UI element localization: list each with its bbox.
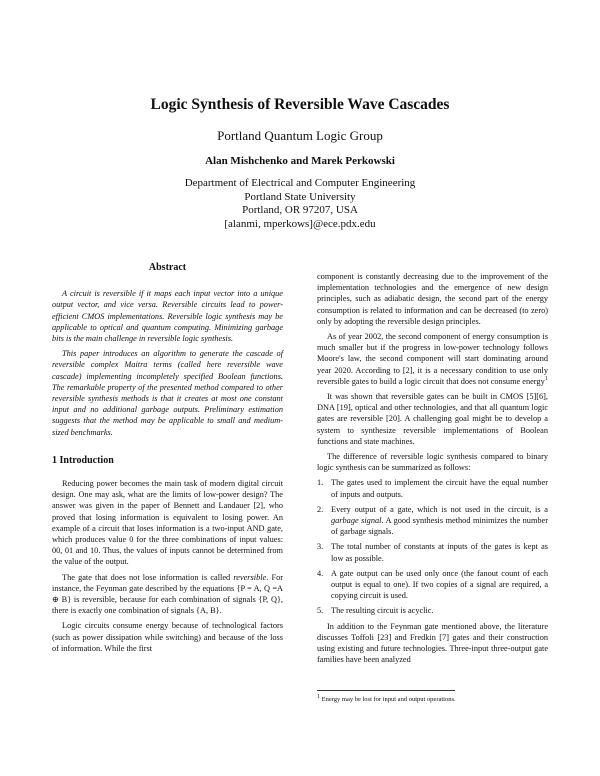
body-paragraph: The difference of reversible logic synthesis compared to binary logic synthesis can be summarized as follows:	[317, 452, 548, 473]
footnote	[317, 693, 456, 703]
abstract-paragraph: A circuit is reversible if it maps each input vector into a unique output vector, and vice versa. Reversible circuits lead to power-efficient CMOS implementations. Reversible logic synthesis may be applicable to optical and quantum computing. Minimizing garbage bits is the main challenge in reversible logic synthesis.	[52, 289, 283, 344]
list-number: 5.	[317, 606, 324, 616]
list-number: 1.	[317, 478, 324, 488]
text-run: . For instance, the Feynman gate described by the equations {P = A, Q =A ⊕ B} is reversible, because for each combination of signals {P, Q}, there is exactly one combination of signals {A, B}.	[52, 572, 283, 616]
list-text: The gates used to implement the circuit have the equal number of inputs and outputs.	[331, 478, 548, 499]
group-name: Portland Quantum Logic Group	[217, 128, 383, 143]
section-heading-introduction: 1 Introduction	[52, 454, 114, 466]
list-item	[317, 541, 548, 563]
paper-title: Logic Synthesis of Reversible Wave Cascades	[150, 96, 450, 113]
footnote-marker[interactable]: 1	[544, 376, 548, 383]
list-number: 4.	[317, 568, 324, 578]
body-paragraph: Logic circuits consume energy because of technological factors (such as power dissipation while switching) and because of the loss of information. While the first	[52, 621, 283, 653]
list-text: The resulting circuit is acyclic.	[331, 606, 434, 616]
left-column	[52, 262, 283, 658]
abstract-body	[52, 288, 283, 438]
footnote-mark: 1	[317, 693, 320, 700]
list-item	[317, 568, 548, 602]
abstract-paragraph: This paper introduces an algorithm to generate the cascade of reversible complex Maitra terms (called here reversible wave cascade) implementing incompletely specified Boolean functions. The remarkable property of the presented method compared to other reversible synthesis methods is that it creates at most one constant input and no additional garbage outputs. Preliminary estimation suggests that the method may be applicable to small and medium-sized benchmarks.	[52, 349, 283, 437]
footnote-rule	[317, 690, 455, 691]
affiliation-email: [alanmi, mperkows]@ece.pdx.edu	[224, 217, 376, 230]
body-paragraph	[317, 331, 548, 387]
body-paragraph: It was shown that reversible gates can be built in CMOS [5][6], DNA [19], optical and other technologies, and that all quantum logic gates are reversible [20]. A challenging goal might be to develop a system to synthesize reversible implementations of Boolean functions and state machines.	[317, 392, 548, 446]
list-text: A gate output can be used only once (the fanout count of each output is equal to one). If two copies of a signal are required, a copying circuit is used.	[331, 568, 548, 601]
body-paragraph	[52, 572, 283, 617]
text-run: Every output of a gate, which is not used in the circuit, is a	[331, 504, 548, 514]
differences-list	[317, 477, 548, 616]
body-paragraph: Reducing power becomes the main task of modern digital circuit design. One may ask, what are the limits of low-power design? The answer was given in the paper of Bennett and Landauer [2], who proved that losing information is equivalent to losing power. An example of a circuit that loses information is a two-input AND gate, which produces value 0 for the three combinations of input values: 00, 01 and 10. Thus, the values of inputs cannot be determined from the value of the output.	[52, 479, 283, 567]
list-text: The total number of constants at inputs of the gates is kept as low as possible.	[331, 542, 548, 563]
list-number: 2.	[317, 504, 324, 514]
footnote-text: Energy may be lost for input and output operations.	[320, 696, 456, 703]
right-column	[317, 271, 548, 670]
text-run: As of year 2002, the second component of energy consumption is much smaller but if the progress in low-power technology follows Moore's law, the second component will start dominating around year 2020. According to [2], it is a necessary condition to use only reversible gates to build a logic circuit that does not consume energy	[317, 332, 548, 386]
list-number: 3.	[317, 542, 324, 552]
affiliation-line: Portland, OR 97207, USA	[242, 204, 358, 216]
affiliation-line: Portland State University	[244, 190, 356, 203]
list-item	[317, 504, 548, 538]
emphasis-term: reversible	[233, 572, 267, 582]
body-paragraph: In addition to the Feynman gate mentioned above, the literature discusses Toffoli [23] and Fredkin [7] gates and their construction using existing and future technologies. Three-input three-output gate families have been analyzed	[317, 621, 548, 665]
text-run: . A good synthesis method minimizes the number of garbage signals.	[331, 516, 548, 537]
list-item	[317, 605, 548, 616]
emphasis-term: garbage signal	[331, 516, 382, 526]
list-item	[317, 477, 548, 499]
affiliation-line: Department of Electrical and Computer Engineering	[184, 177, 416, 189]
authors: Alan Mishchenko and Marek Perkowski	[205, 155, 395, 167]
abstract-heading: Abstract	[148, 262, 187, 273]
text-run: The gate that does not lose information is called	[62, 572, 234, 582]
affiliation	[0, 177, 600, 231]
list-text	[331, 504, 548, 538]
body-paragraph: component is constantly decreasing due to the improvement of the implementation technologies and the emergence of new design principles, such as adiabatic design, the second part of the energy consumption is related to information and can be decreased (to zero) only by adopting the reversible design principles.	[317, 272, 548, 326]
